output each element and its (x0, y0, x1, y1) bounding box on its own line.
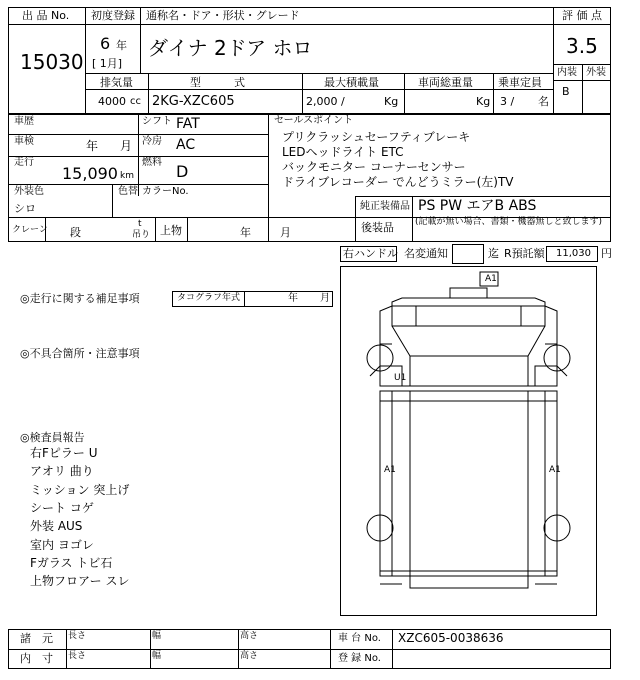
sales-line-3: バックモニター コーナーセンサー (282, 160, 466, 174)
mark-a1-right: A1 (549, 465, 561, 475)
rhd-label: 右ハンドル (343, 247, 398, 260)
genuine-equip-value: PS PW エアB ABS (418, 198, 537, 214)
inspection-month: 月 (120, 139, 133, 153)
inspector-line-5: 外装 AUS (30, 519, 83, 533)
name-change-box (452, 244, 484, 264)
color-value: シロ (14, 202, 36, 215)
history-label: 車歴 (14, 116, 34, 127)
genuine-equip-label: 純正装備品 (360, 201, 410, 212)
model-code: 2KG-XZC605 (152, 94, 235, 109)
capacity-label: 乗車定員 (498, 76, 542, 89)
max-load-value: 2,000 / (306, 95, 345, 108)
inspector-line-2: アオリ 曲り (30, 464, 94, 478)
ac-label: 冷房 (142, 136, 162, 147)
capacity-unit: 名 (538, 95, 549, 108)
interior-label: 内装 (557, 67, 577, 78)
interior-grade: B (562, 85, 570, 98)
mark-a1-left: A1 (384, 465, 396, 475)
spec-length-label: 長さ (68, 631, 87, 641)
reg-year: 6 (100, 34, 111, 53)
body-month: 月 (280, 226, 291, 239)
interior-dims-label: 内 寸 (20, 652, 53, 665)
gvw-label: 車両総重量 (418, 76, 473, 89)
spec-width-label: 幅 (152, 631, 162, 641)
spec-height-label: 高さ (240, 631, 259, 641)
inspection-year: 年 (86, 139, 99, 153)
cc-unit: cc (130, 96, 141, 107)
due-label: 迄 (488, 247, 499, 260)
crane-ton: t (138, 219, 142, 229)
registration-label: 登 録 No. (338, 653, 381, 664)
crane-lift: 吊り (132, 230, 151, 240)
inspector-line-7: Fガラス トビ石 (30, 556, 113, 570)
mark-a1-top: A1 (485, 274, 497, 284)
aftermarket-label: 後装品 (361, 221, 394, 234)
dim-height-label: 高さ (240, 651, 259, 661)
chassis-number: XZC605-0038636 (398, 631, 504, 645)
model-label: 型 式 (190, 76, 245, 89)
defects-label: ◎不具合箇所・注意事項 (20, 347, 140, 360)
crane-dan: 段 (70, 226, 81, 239)
specs-label: 諸 元 (20, 632, 53, 645)
color-label: 外装色 (14, 186, 44, 197)
kg-unit-1: Kg (384, 95, 399, 108)
reg-year-unit: 年 (116, 39, 127, 52)
shift-value: FAT (176, 116, 200, 132)
crane-label: クレーン (12, 225, 48, 235)
mark-u1: U1 (394, 373, 407, 383)
supplement-label: ◎走行に関する補足事項 (20, 292, 140, 305)
body-label: 上物 (160, 224, 182, 237)
r-fee-label: R預託額 (504, 247, 545, 260)
km-unit: km (120, 171, 134, 181)
displacement-label: 排気量 (100, 76, 133, 89)
truck-diagram (340, 266, 597, 616)
inspector-line-4: シート コゲ (30, 501, 94, 515)
inspection-label: 車検 (14, 136, 34, 147)
dim-width-label: 幅 (152, 651, 162, 661)
inspector-label: ◎検査員報告 (20, 431, 85, 444)
inspector-line-3: ミッション 突上げ (30, 483, 130, 497)
displacement-value: 4000 (98, 95, 126, 108)
tacho-month: 月 (320, 293, 330, 304)
yen-unit: 円 (601, 247, 612, 260)
sales-line-1: プリクラッシュセーフティブレーキ (282, 130, 471, 144)
r-fee-value: 11,030 (556, 248, 591, 259)
inspector-line-8: 上物フロアー スレ (30, 574, 130, 588)
body-year: 年 (240, 226, 251, 239)
color-change-label: 色替 (118, 186, 138, 197)
sales-line-4: ドライブレコーダー でんどうミラー(左)TV (282, 175, 514, 189)
chassis-label: 車 台 No. (338, 633, 381, 644)
ac-value: AC (176, 137, 196, 153)
kg-unit-2: Kg (476, 95, 491, 108)
first-reg-label: 初度登録 (91, 9, 135, 22)
exterior-label: 外装 (586, 67, 606, 78)
tacho-year: 年 (288, 293, 298, 304)
score-label: 評 価 点 (562, 9, 602, 22)
aftermarket-note: (記載が無い場合、書類・機器無しと致します) (415, 217, 603, 227)
capacity-value: 3 / (500, 95, 515, 108)
name-change-label: 名変通知 (404, 247, 448, 260)
lot-number: 15030 (20, 50, 84, 74)
sales-line-2: LEDヘッドライト ETC (282, 145, 404, 159)
max-load-label: 最大積載量 (324, 76, 379, 89)
inspector-line-1: 右Fピラー U (30, 446, 98, 460)
score-value: 3.5 (566, 34, 598, 58)
sales-point-label: セールスポイント (274, 115, 354, 126)
mileage-label: 走行 (14, 157, 34, 168)
tacho-label: タコグラフ年式 (177, 293, 241, 303)
inspector-line-6: 室内 ヨゴレ (30, 538, 94, 552)
shift-label: シフト (142, 116, 172, 127)
fuel-label: 燃料 (142, 157, 162, 168)
vehicle-name: ダイナ 2ドア ホロ (148, 36, 313, 60)
fuel-value: D (176, 162, 189, 181)
lot-label: 出 品 No. (22, 9, 70, 22)
reg-month: [ 1月] (92, 57, 123, 70)
name-label: 通称名・ドア・形状・グレード (146, 9, 300, 22)
dim-length-label: 長さ (68, 651, 87, 661)
color-no-label: カラーNo. (142, 186, 189, 197)
mileage-value: 15,090 (62, 164, 118, 183)
